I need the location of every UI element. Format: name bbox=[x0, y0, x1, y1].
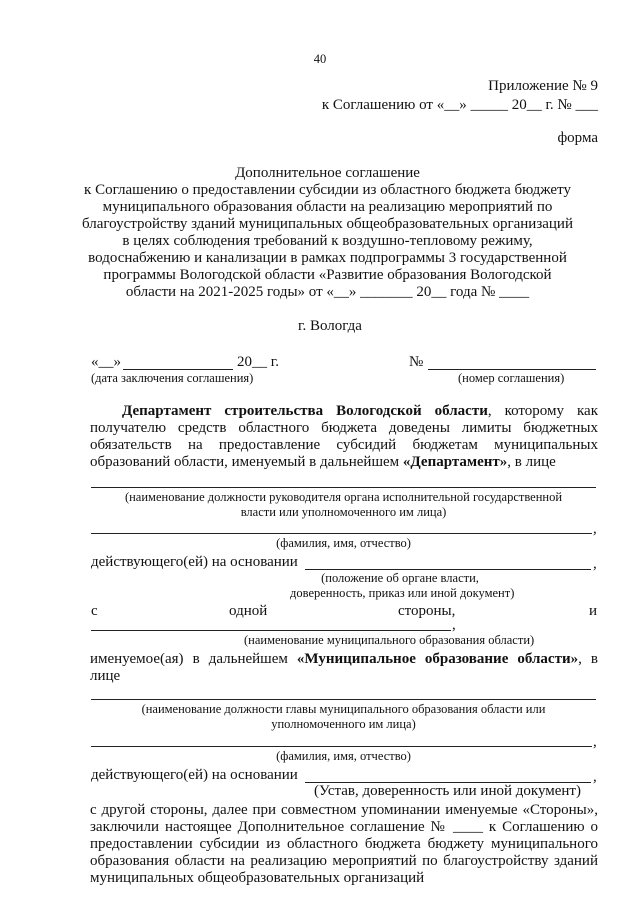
title-line-6: водоснабжению и канализации в рамках подпрограммы 3 государственной bbox=[88, 250, 567, 266]
side-word-3: стороны, bbox=[398, 603, 456, 619]
mo-caption: (наименование муниципального образования области) bbox=[244, 633, 535, 647]
fio1-blank-line bbox=[91, 533, 592, 534]
form-label: форма bbox=[557, 130, 598, 146]
comma-1: , bbox=[593, 521, 597, 537]
mo-head-caption-2: уполномоченного им лица) bbox=[271, 717, 416, 731]
basis1-blank-line bbox=[305, 569, 591, 570]
side-word-2: одной bbox=[229, 603, 268, 619]
paragraph-department: Департамент строительства Вологодской области, которому как получателю средств областного бюджета доведены лимиты бюджетных обязательств на предоставление субсидий бюджетам муниципальных образований области, именуемый в дальнейшем «Департамент», в лице bbox=[90, 403, 598, 470]
fio1-caption: (фамилия, имя, отчество) bbox=[276, 536, 411, 550]
page-number: 40 bbox=[313, 52, 327, 66]
title-line-7: программы Вологодской области «Развитие образования Вологодской bbox=[103, 267, 552, 283]
department-name: Департамент строительства Вологодской области bbox=[122, 403, 488, 419]
date-caption: (дата заключения соглашения) bbox=[91, 371, 254, 385]
title-line-8: области на 2021-2025 годы» от «__» _______ 20__ года № ____ bbox=[125, 284, 530, 300]
basis1-caption-1: (положение об органе власти, bbox=[321, 571, 479, 585]
mo-blank-line bbox=[91, 630, 451, 631]
basis2-caption: (Устав, доверенность или иной документ) bbox=[314, 783, 581, 799]
comma-4: , bbox=[593, 734, 597, 750]
comma-3: , bbox=[452, 617, 456, 633]
title-line-4: благоустройству зданий муниципальных общеобразовательных организаций bbox=[82, 216, 573, 232]
paragraph-parties: с другой стороны, далее при совместном упоминании именуемые «Стороны», заключили настоящее Дополнительное соглашение № ____ к Соглашению о предоставлении субсидии из областного бюджета бюджету муниципального образования области на реализацию мероприятий по благоустройству зданий муниципальных общеобразовательных организаций bbox=[90, 802, 598, 886]
department-short-name: «Департамент» bbox=[402, 454, 508, 470]
side-word-1: с bbox=[91, 603, 98, 619]
fio2-blank-line bbox=[91, 746, 592, 747]
head-blank-line bbox=[91, 487, 596, 488]
title-line-5: в целях соблюдения требований к воздушно-тепловому режиму, bbox=[122, 233, 533, 249]
comma-2: , bbox=[593, 556, 597, 572]
agreement-reference: к Соглашению от «__» _____ 20__ г. № ___ bbox=[321, 97, 598, 113]
acting-basis-2: действующего(ей) на основании bbox=[91, 767, 298, 783]
basis1-caption-2: доверенность, приказ или иной документ) bbox=[290, 586, 515, 600]
paragraph-mo-line-1: именуемое(ая) в дальнейшем «Муниципальное образование области», в лице bbox=[90, 651, 598, 684]
number-sign: № bbox=[409, 354, 424, 370]
city: г. Вологда bbox=[298, 318, 362, 334]
appendix-label: Приложение № 9 bbox=[488, 78, 598, 94]
title-line-2: к Соглашению о предоставлении субсидии из областного бюджета бюджету bbox=[84, 182, 571, 198]
acting-basis-1: действующего(ей) на основании bbox=[91, 554, 298, 570]
mo-short-name: «Муниципальное образование области» bbox=[296, 651, 579, 667]
number-blank-line bbox=[428, 369, 596, 370]
head-caption-1: (наименование должности руководителя органа исполнительной государственной bbox=[124, 490, 563, 504]
head-caption-2: власти или уполномоченного им лица) bbox=[240, 505, 447, 519]
side-word-4: и bbox=[589, 603, 598, 619]
date-open: «__» bbox=[91, 354, 121, 370]
date-blank-line bbox=[123, 369, 233, 370]
fio2-caption: (фамилия, имя, отчество) bbox=[276, 749, 411, 763]
title-line-3: муниципального образования области на реализацию мероприятий по bbox=[102, 199, 553, 215]
title-line-1: Дополнительное соглашение bbox=[235, 165, 420, 181]
mo-head-caption-1: (наименование должности главы муниципального образования области или bbox=[141, 702, 546, 716]
date-year: 20__ г. bbox=[237, 354, 279, 370]
number-caption: (номер соглашения) bbox=[458, 371, 565, 385]
comma-5: , bbox=[593, 769, 597, 785]
mo-head-blank-line bbox=[91, 699, 596, 700]
